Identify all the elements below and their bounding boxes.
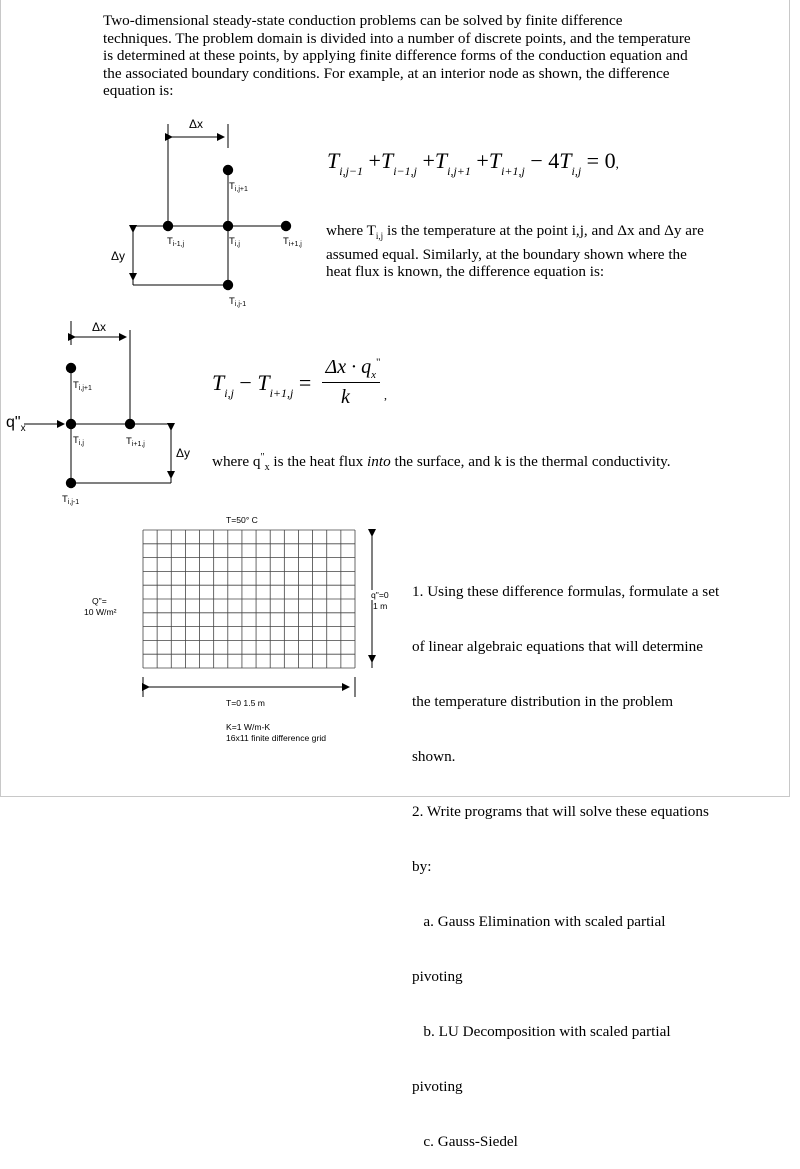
intro-line: Two-dimensional steady-state conduction problems can be solved by finite difference <box>103 12 623 29</box>
height-label: 1 m <box>373 601 388 611</box>
intro-line: techniques. The problem domain is divided into a number of discrete points, and the temperature <box>103 29 691 47</box>
node-right <box>281 221 291 231</box>
top-boundary-label: T=50° C <box>226 515 258 525</box>
right-flux-label: q"=0 <box>371 590 389 600</box>
node-top <box>223 165 233 175</box>
label-t-bottom: $T_{i,j-1}$ <box>229 296 247 308</box>
boundary-equation-denominator: k <box>341 386 350 408</box>
heat-flux-label: $q"_x$ <box>6 414 26 435</box>
intro-line: equation is: <box>103 82 174 100</box>
node-center <box>223 221 233 231</box>
left-flux-label-2: 10 W/m² <box>84 607 117 617</box>
bnode-top <box>66 363 76 373</box>
node-left <box>163 221 173 231</box>
interior-node-diagram <box>133 124 286 285</box>
blabel-t-right: $T_{i+1,j}$ <box>126 436 145 448</box>
finite-difference-grid <box>143 530 355 668</box>
grid-dimensions <box>143 530 372 697</box>
boundary-explanation: where $q^"_x$ is the heat flux into the surface, and k is the thermal conductivity. <box>212 452 671 474</box>
grid-size-label: 16x11 finite difference grid <box>226 733 327 743</box>
boundary-node-diagram <box>24 321 171 483</box>
conductivity-label: K=1 W/m-K <box>226 722 271 732</box>
bnode-bottom <box>66 478 76 488</box>
blabel-t-top: $T_{i,j+1}$ <box>73 380 92 392</box>
intro-line: is determined at these points, by applying finite difference forms of the conduction equation and <box>103 47 688 65</box>
bnode-right <box>125 419 135 429</box>
boundary-difference-equation: $T_{i,j} - T_{i+1,j}$ = <box>212 370 312 400</box>
blabel-t-center: $T_{i,j}$ <box>73 435 84 447</box>
label-t-left: $T_{i-1,j}$ <box>167 236 185 248</box>
fraction-bar <box>322 382 380 383</box>
bnode-center <box>66 419 76 429</box>
assignment-questions: 1. Using these difference formulas, formulate a set of linear algebraic equations that will determine the temperature distribution in the problem shown. 2. Write programs that will solve these equations by: a. Gauss Elimination with scaled partial pivoting b. LU Decomposition with scaled partial pivoting c. Gauss-Siedel <box>412 583 720 1150</box>
label-t-right: $T_{i+1,j}$ <box>283 236 302 248</box>
bottom-boundary-label: T=0 1.5 m <box>226 698 265 708</box>
left-flux-label-1: Q"= <box>92 596 107 606</box>
boundary-dy-label: Δy <box>176 446 191 460</box>
label-t-center: $T_{i,j}$ <box>229 236 240 248</box>
label-t-top: $T_{i,j+1}$ <box>229 181 248 193</box>
boundary-dx-label: Δx <box>92 320 107 334</box>
interior-difference-equation: $T_{i,j-1} +T_{i-1,j} +T_{i,j+1} +T_{i+1,j} - 4T_{i,j} = 0$, <box>327 148 619 178</box>
blabel-t-bottom: $T_{i,j-1}$ <box>62 494 80 506</box>
boundary-equation-numerator: $\Delta x \cdot q_x^"$ <box>325 356 381 381</box>
node-bottom <box>223 280 233 290</box>
boundary-equation-comma: , <box>384 388 387 402</box>
interior-dx-label: Δx <box>189 117 204 131</box>
intro-line: the associated boundary conditions. For example, at an interior node as shown, the difference <box>103 64 670 82</box>
interior-dy-label: Δy <box>111 249 126 263</box>
interior-explanation: where $T_{i,j}$ is the temperature at the point i,j, and Δx and Δy are assumed equal. Similarly, at the boundary shown where the heat flux is known, the difference equation is: <box>326 222 704 281</box>
